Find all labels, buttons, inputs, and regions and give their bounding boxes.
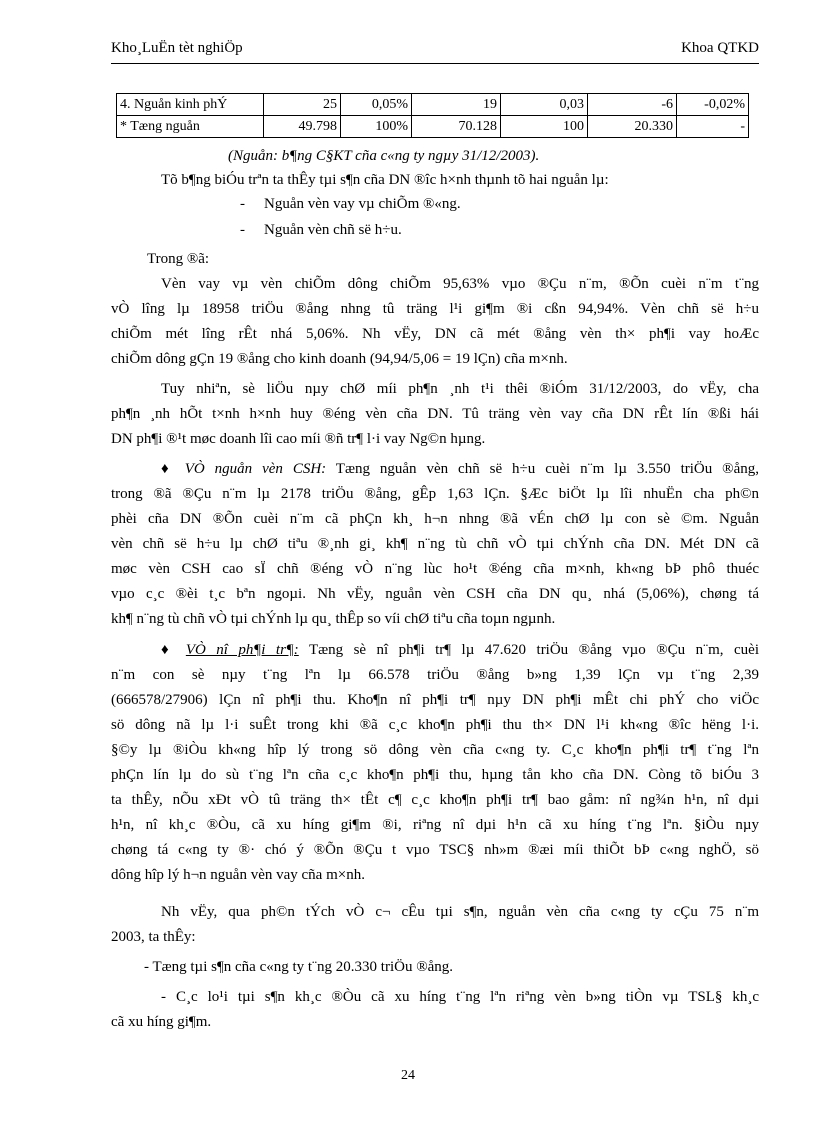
- paragraph-line: Tuy nhiªn, sè liÖu nµy chØ míi ph¶n ¸nh t¹i thêi ®iÓm 31/12/2003, do vËy, cha: [161, 381, 759, 397]
- table-cell: 49.798: [264, 116, 341, 138]
- paragraph-line: DN ph¶i ®¹t møc doanh lîi cao míi ®ñ tr¶ l·i vay Ng©n hµng.: [111, 431, 486, 447]
- list-item-text: Nguån vèn chñ së h÷u.: [264, 222, 402, 238]
- capital-table: [116, 93, 749, 138]
- intro-paragraph: Tõ b¶ng biÓu trªn ta thÊy tµi s¶n cña DN ®îc h×nh thµnh tõ hai nguån lµ:: [161, 172, 609, 188]
- table-cell: -: [677, 116, 749, 138]
- paragraph-line: 2003, ta thÊy:: [111, 929, 196, 945]
- paragraph-text: Tæng sè nî ph¶i tr¶ lµ 47.620 triÖu ®ång vµo ®Çu n¨m, cuèi: [298, 642, 760, 658]
- paragraph-line: chiÕm mét lîng rÊt nhá 5,06%. Nh vËy, DN cã mét ®ång vèn th× ph¶i vay hoÆc: [111, 326, 759, 342]
- paragraph-line: dông hîp lý h¬n nguån vèn vay cña m×nh.: [111, 867, 365, 883]
- section-label: VÒ nî ph¶i tr¶:: [185, 642, 299, 658]
- paragraph-line: kh¶ n¨ng tù chñ vÒ tµi chÝnh lµ qu¸ thÊp so víi chØ tiªu cña toµn ngµnh.: [111, 611, 556, 627]
- table-cell: 0,03: [501, 94, 588, 116]
- paragraph-line: phÇn lín lµ do sù t¨ng lªn cña c¸c kho¶n ph¶i thu, hµng tån kho cña DN. Còng tõ biÓu 3: [111, 767, 759, 783]
- paragraph-line: trong ®ã ®Çu n¨m lµ 2178 triÖu ®ång, gÊp 1,63 lÇn. §Æc biÖt lµ lîi nhuËn cha ph©n: [111, 486, 759, 502]
- table-source-note: (Nguån: b¶ng C§KT cña c«ng ty ngµy 31/12/2003).: [228, 148, 540, 164]
- table-cell: 70.128: [412, 116, 501, 138]
- page-header: [111, 40, 759, 60]
- table-cell: 20.330: [588, 116, 677, 138]
- table-cell: -6: [588, 94, 677, 116]
- paragraph-line: ph¶n ¸nh hÕt t×nh h×nh huy ®éng vèn cña DN. Tû träng vèn vay cña DN rÊt lín ®ßi hái: [111, 406, 759, 422]
- paragraph-line: vèn chñ së h÷u lµ chØ tiªu ®¸nh gi¸ kh¶ n¨ng tù chñ vÒ tµi chÝnh cña DN. Mét DN cã: [111, 536, 759, 552]
- diamond-bullet-icon: ♦: [161, 461, 175, 477]
- header-right-title: Khoa QTKD: [681, 40, 759, 56]
- table-cell: 100%: [341, 116, 412, 138]
- table-cell: 4. Nguån kinh phÝ: [117, 94, 264, 116]
- paragraph-line: ta thÊy, nÕu xÐt vÒ tû träng th× tÊt c¶ c¸c kho¶n ph¶i tr¶ bao gåm: nî ng¾n h¹n, nî dµi: [111, 792, 759, 808]
- paragraph-line: n¨m con sè nµy t¨ng lªn lµ 66.578 triÖu ®ång b»ng 1,39 lÇn vµ t¨ng 2,39: [111, 667, 759, 683]
- paragraph-line: sö dông nã lµ l·i suÊt trong khi ®ã c¸c kho¶n ph¶i thu th× DN l¹i kh«ng ®îc hëng l·i.: [111, 717, 759, 733]
- paragraph-line: h¹n, nî kh¸c ®Òu, cã xu híng gi¶m ®i, riªng nî dµi h¹n cã xu híng t¨ng lªn. §iÒu nµy: [111, 817, 759, 833]
- table-cell: * Tæng nguån: [117, 116, 264, 138]
- paragraph-line: chøng tá c«ng ty ®· chó ý ®Õn ®Çu t vµo TSC§ nh»m ®æi míi thiÕt bÞ c«ng nghÖ, sö: [111, 842, 759, 858]
- list-item-text: Nguån vèn vay vµ chiÕm ®«ng.: [264, 196, 461, 212]
- paragraph-line: §©y lµ ®iÒu kh«ng hîp lý trong sö dông vèn cña c«ng ty. C¸c kho¶n ph¶i tr¶ t¨ng lªn: [111, 742, 759, 758]
- table-cell: 19: [412, 94, 501, 116]
- diamond-bullet-icon: ♦: [161, 642, 176, 658]
- paragraph-line: cã xu híng gi¶m.: [111, 1014, 212, 1030]
- paragraph-line: Vèn vay vµ vèn chiÕm dông chiÕm 95,63% vµo ®Çu n¨m, ®Õn cuèi n¨m t¨ng: [161, 276, 759, 292]
- paragraph-line: Nh vËy, qua ph©n tÝch vÒ c¬ cÊu tµi s¶n, nguån vèn cña c«ng ty cÇu 75 n¨m: [161, 904, 759, 920]
- page-number: 24: [401, 1068, 415, 1083]
- paragraph-line: vµo c¸c ®èi t¸c bªn ngoµi. Nh vËy, nguån vèn CSH cña DN qu¸ nhá (5,06%), chøng tá: [111, 586, 759, 602]
- section-label: VÒ nguån vèn CSH:: [184, 461, 327, 477]
- header-left-title: Kho¸LuËn tèt nghiÖp: [111, 40, 243, 56]
- header-divider: [111, 63, 759, 64]
- table-cell: -0,02%: [677, 94, 749, 116]
- paragraph-line: møc vèn CSH cao sÏ chñ ®éng vÒ n¨ng lùc ho¹t ®éng cña m×nh, kh«ng bÞ phô thuéc: [111, 561, 759, 577]
- table-cell: 100: [501, 116, 588, 138]
- paragraph-line: chiÕm dông gÇn 19 ®ång cho kinh doanh (94,94/5,06 = 19 lÇn) cña m×nh.: [111, 351, 568, 367]
- paragraph-line: [111, 638, 759, 663]
- paragraph-line: phèi cña DN ®Õn cuèi n¨m cã phÇn kh¸ h¬n nhng ®ã vÉn chØ lµ con sè ©m. Nguån: [111, 511, 759, 527]
- paragraph-line: [111, 457, 759, 482]
- paragraph-text: Tæng nguån vèn chñ së h÷u cuèi n¨m lµ 3.550 triÖu ®ång,: [326, 461, 759, 477]
- trong-do-label: Trong ®ã:: [147, 251, 210, 267]
- table-row: [117, 116, 749, 138]
- list-item: - Nguån vèn chñ së h÷u.: [240, 222, 402, 238]
- list-item: - Nguån vèn vay vµ chiÕm ®«ng.: [240, 196, 461, 212]
- paragraph-line: vÒ lîng lµ 18958 triÖu ®ång nhng tû träng l¹i gi¶m ®i cßn 94,94%. Vèn chñ së h÷u: [111, 301, 759, 317]
- table-cell: 0,05%: [341, 94, 412, 116]
- conclusion-line-1: - Tæng tµi s¶n cña c«ng ty t¨ng 20.330 triÖu ®ång.: [144, 959, 454, 975]
- table-row: [117, 94, 749, 116]
- paragraph-line: - C¸c lo¹i tµi s¶n kh¸c ®Òu cã xu híng t¨ng lªn riªng vèn b»ng tiÒn vµ TSL§ kh¸c: [161, 989, 759, 1005]
- paragraph-line: (666578/27906) lÇn nî ph¶i thu. Kho¶n nî ph¶i tr¶ nµy DN ph¶i mÊt chi phÝ cho viÖc: [111, 692, 759, 708]
- table-cell: 25: [264, 94, 341, 116]
